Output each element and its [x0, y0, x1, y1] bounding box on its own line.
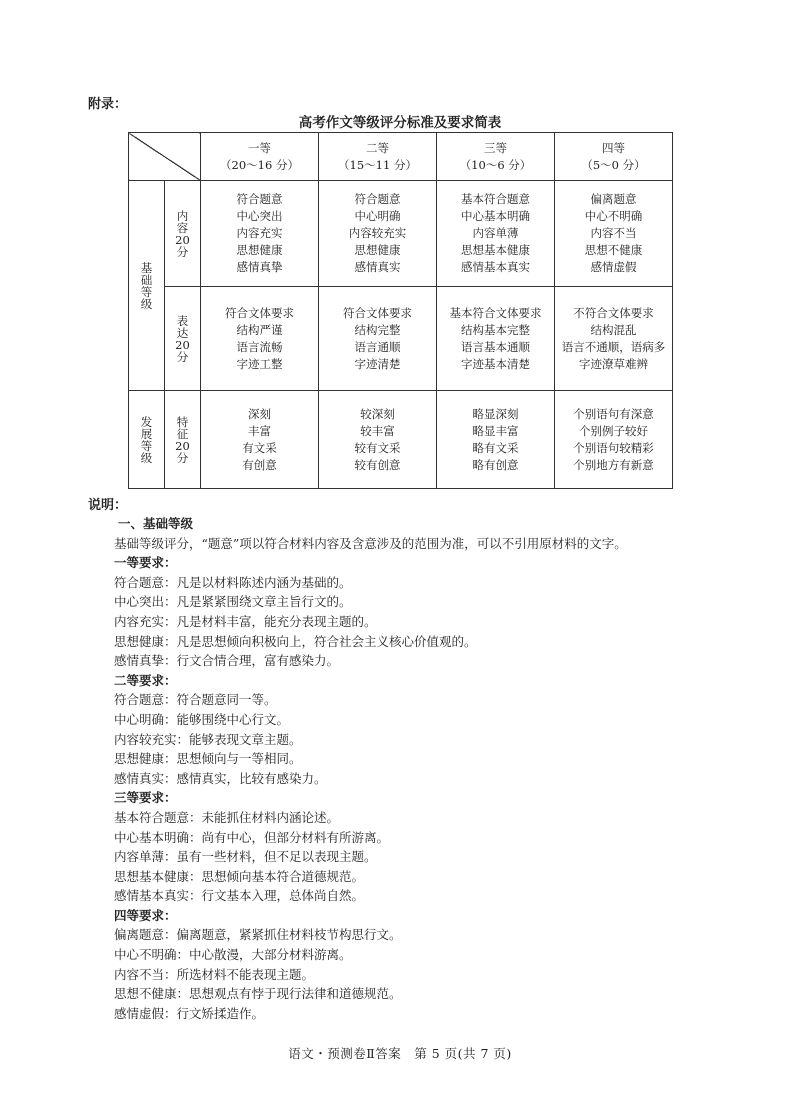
- page-footer: 语文・预测卷Ⅱ答案 第 5 页(共 7 页): [288, 1046, 512, 1061]
- notes-line: 感情基本真实：行文基本入理，总体尚自然。: [114, 888, 365, 904]
- notes-line: 感情真挚：行文合情合理，富有感染力。: [114, 653, 340, 669]
- notes-line: 感情虚假：行文矫揉造作。: [114, 1005, 265, 1021]
- notes-line: 中心不明确：中心散漫，大部分材料游离。: [114, 947, 352, 963]
- content-row: [129, 181, 673, 287]
- notes-line: 思想健康：凡是思想倾向积极向上，符合社会主义核心价值观的。: [114, 633, 477, 649]
- develop-level-label: 发 展 等 级: [129, 391, 165, 489]
- notes-line: 思想健康：思想倾向与一等相同。: [114, 751, 302, 767]
- appendix-label: 附录：: [88, 97, 128, 112]
- feature-row: [129, 391, 673, 489]
- notes-line: 中心基本明确：尚有中心，但部分材料有所游离。: [114, 829, 390, 845]
- notes-line: 感情真实：感情真实，比较有感染力。: [114, 770, 327, 786]
- notes-line: 内容不当：所选材料不能表现主题。: [114, 966, 315, 982]
- feature-cell-1: 深刻 丰富 有文采 有创意: [201, 391, 319, 489]
- grade-header-2: 二等 （15～11 分）: [319, 133, 437, 181]
- feature-label: 特 征 20 分: [165, 391, 201, 489]
- notes-heading: 二等要求：: [114, 672, 177, 688]
- basic-level-label: 基 础 等 级: [129, 181, 165, 391]
- notes-line: 符合题意：凡是以材料陈述内涵为基础的。: [114, 574, 352, 590]
- content-label: 内 容 20 分: [165, 181, 201, 287]
- expression-cell-2: 符合文体要求 结构完整 语言通顺 字迹清楚: [319, 287, 437, 391]
- content-cell-4: 偏离题意 中心不明确 内容不当 思想不健康 感情虚假: [555, 181, 673, 287]
- notes-line: 内容单薄：虽有一些材料，但不足以表现主题。: [114, 849, 377, 865]
- notes-label: 说明：: [88, 498, 128, 513]
- grading-table: [128, 132, 673, 489]
- notes-heading: 四等要求：: [114, 907, 177, 923]
- content-cell-1: 符合题意 中心突出 内容充实 思想健康 感情真挚: [201, 181, 319, 287]
- expression-cell-3: 基本符合文体要求 结构基本完整 语言基本通顺 字迹基本清楚: [437, 287, 555, 391]
- notes-line: 符合题意：符合题意同一等。: [114, 692, 277, 708]
- content-cell-2: 符合题意 中心明确 内容较充实 思想健康 感情真实: [319, 181, 437, 287]
- expression-row: [129, 287, 673, 391]
- grade-header-3: 三等 （10～6 分）: [437, 133, 555, 181]
- feature-cell-4: 个别语句有深意 个别例子较好 个别语句较精彩 个别地方有新意: [555, 391, 673, 489]
- expression-cell-4: 不符合文体要求 结构混乱 语言不通顺，语病多 字迹潦草难辨: [555, 287, 673, 391]
- notes-line: 中心明确：能够围绕中心行文。: [114, 711, 290, 727]
- notes-line: 内容较充实：能够表现文章主题。: [114, 731, 302, 747]
- notes-line: 思想不健康：思想观点有悖于现行法律和道德规范。: [114, 986, 402, 1002]
- grade-header-1: 一等 （20～16 分）: [201, 133, 319, 181]
- notes-heading: 一、基础等级: [118, 516, 194, 531]
- expression-cell-1: 符合文体要求 结构严谨 语言流畅 字迹工整: [201, 287, 319, 391]
- feature-cell-3: 略显深刻 略显丰富 略有文采 略有创意: [437, 391, 555, 489]
- notes-heading: 一等要求：: [114, 555, 177, 571]
- notes-line: 基础等级评分，“题意”项以符合材料内容及含意涉及的范围为准，可以不引用原材料的文字。: [114, 535, 627, 551]
- table-title: 高考作文等级评分标准及要求简表: [298, 115, 502, 131]
- notes-line: 偏离题意：偏离题意，紧紧抓住材料枝节构思行文。: [114, 927, 402, 943]
- feature-cell-2: 较深刻 较丰富 较有文采 较有创意: [319, 391, 437, 489]
- content-cell-3: 基本符合题意 中心基本明确 内容单薄 思想基本健康 感情基本真实: [437, 181, 555, 287]
- notes-line: 基本符合题意：未能抓住材料内涵论述。: [114, 809, 340, 825]
- notes-line: 思想基本健康：思想倾向基本符合道德规范。: [114, 868, 365, 884]
- header-row: [129, 133, 673, 181]
- notes-body: [114, 514, 754, 1023]
- notes-line: 内容充实：凡是材料丰富，能充分表现主题的。: [114, 613, 377, 629]
- corner-cell: [129, 133, 201, 181]
- notes-line: 中心突出：凡是紧紧围绕文章主旨行文的。: [114, 594, 352, 610]
- notes-heading: 三等要求：: [114, 790, 177, 806]
- grade-header-4: 四等 （5～0 分）: [555, 133, 673, 181]
- expression-label: 表 达 20 分: [165, 287, 201, 391]
